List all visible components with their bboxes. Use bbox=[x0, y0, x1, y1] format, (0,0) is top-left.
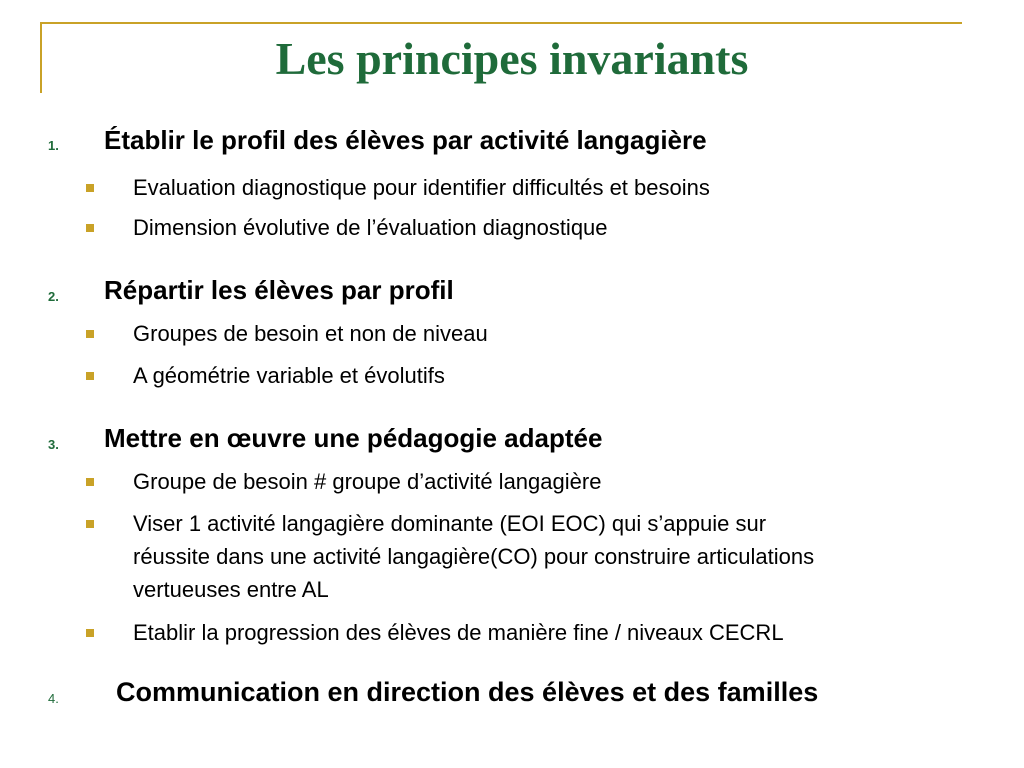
square-bullet-icon bbox=[86, 520, 94, 528]
square-bullet-icon bbox=[86, 372, 94, 380]
square-bullet-icon bbox=[86, 629, 94, 637]
section-1-number: 1. bbox=[48, 138, 59, 153]
section-1-heading: Établir le profil des élèves par activité langagière bbox=[104, 125, 707, 155]
square-bullet-icon bbox=[86, 184, 94, 192]
section-4-heading: Communication en direction des élèves et des familles bbox=[116, 677, 819, 707]
section-3-bullet-1: Groupe de besoin # groupe d’activité langagière bbox=[133, 469, 602, 494]
section-2-bullet-2: A géométrie variable et évolutifs bbox=[133, 363, 445, 388]
section-3-number: 3. bbox=[48, 437, 59, 452]
section-3-bullet-2-line-3: vertueuses entre AL bbox=[133, 577, 329, 602]
section-4-number: 4. bbox=[48, 691, 59, 706]
section-2-number: 2. bbox=[48, 289, 59, 304]
section-2-heading: Répartir les élèves par profil bbox=[104, 275, 454, 305]
section-3-bullet-2-line-1: Viser 1 activité langagière dominante (EOI EOC) qui s’appuie sur bbox=[133, 511, 767, 536]
square-bullet-icon bbox=[86, 478, 94, 486]
section-1-bullet-1: Evaluation diagnostique pour identifier difficultés et besoins bbox=[133, 175, 710, 200]
square-bullet-icon bbox=[86, 330, 94, 338]
slide-title: Les principes invariants bbox=[275, 33, 749, 84]
section-3-bullet-3: Etablir la progression des élèves de manière fine / niveaux CECRL bbox=[133, 620, 784, 645]
section-1-bullet-2: Dimension évolutive de l’évaluation diagnostique bbox=[133, 215, 608, 240]
section-3-bullet-2-line-2: réussite dans une activité langagière(CO) pour construire articulations bbox=[133, 544, 815, 569]
section-3-heading: Mettre en œuvre une pédagogie adaptée bbox=[104, 423, 603, 453]
square-bullet-icon bbox=[86, 224, 94, 232]
section-2-bullet-1: Groupes de besoin et non de niveau bbox=[133, 321, 488, 346]
frame-top-line bbox=[40, 22, 962, 24]
